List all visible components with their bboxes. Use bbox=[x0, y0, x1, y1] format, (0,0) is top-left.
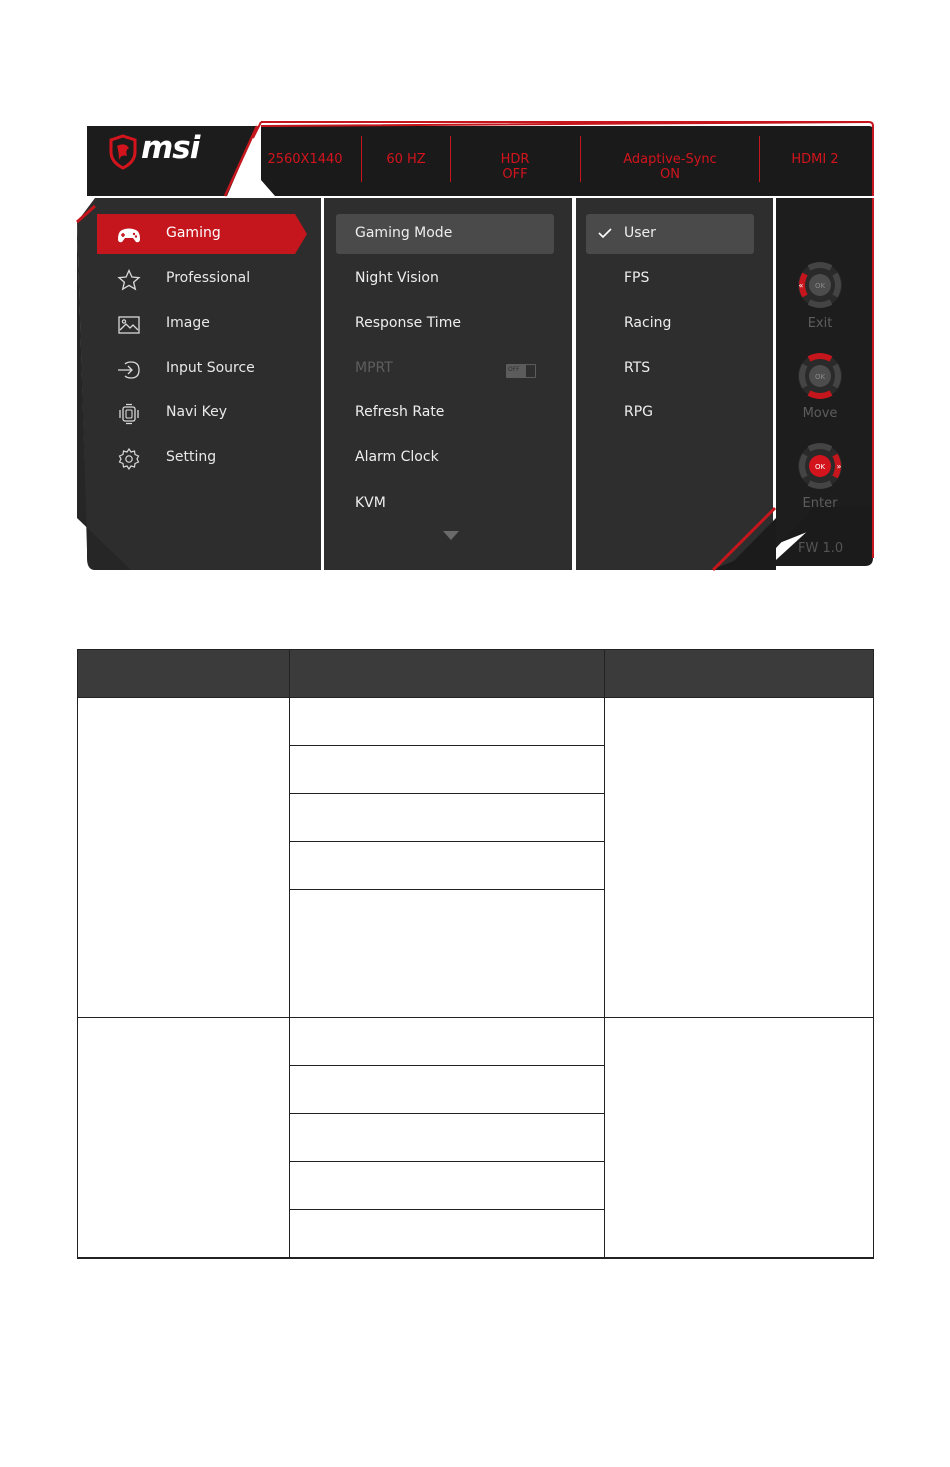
input-status: HDMI 2 bbox=[791, 152, 839, 167]
menu-item-label: Setting bbox=[166, 449, 217, 465]
menu-item-navi-key[interactable] bbox=[97, 393, 307, 433]
submenu-item-label: Response Time bbox=[355, 315, 461, 331]
table-header-row bbox=[77, 649, 874, 697]
option-label: User bbox=[624, 225, 656, 241]
option-user[interactable] bbox=[586, 214, 754, 254]
menu-item-setting[interactable] bbox=[97, 438, 307, 478]
navi-key-icon bbox=[117, 403, 141, 425]
submenu-item-label: MPRT bbox=[355, 360, 393, 376]
submenu-item-label: Gaming Mode bbox=[355, 225, 453, 241]
refresh-status: 60 HZ bbox=[386, 152, 426, 167]
navi-key-updown-icon bbox=[795, 351, 845, 401]
submenu-item-response-time[interactable] bbox=[336, 304, 554, 344]
svg-text:»: » bbox=[836, 462, 842, 471]
option-label: FPS bbox=[624, 270, 650, 286]
menu-item-label: Professional bbox=[166, 270, 251, 286]
move-label: Move bbox=[802, 406, 838, 421]
option-rpg[interactable] bbox=[586, 393, 754, 433]
option-rts[interactable] bbox=[586, 349, 754, 389]
menu-item-gaming[interactable] bbox=[97, 214, 307, 254]
exit-label: Exit bbox=[807, 316, 833, 331]
osd-menu bbox=[75, 118, 875, 573]
firmware-version: FW 1.0 bbox=[798, 541, 844, 556]
submenu-item-refresh-rate[interactable] bbox=[336, 393, 554, 433]
menu-item-image[interactable] bbox=[97, 304, 307, 344]
submenu-item-mprt bbox=[336, 349, 554, 389]
move-hint bbox=[795, 351, 845, 421]
check-icon bbox=[598, 227, 612, 239]
menu-item-label: Image bbox=[166, 315, 210, 331]
menu-item-label: Input Source bbox=[166, 360, 255, 376]
svg-text:OK: OK bbox=[814, 463, 826, 471]
navi-key-ok-icon bbox=[795, 441, 845, 491]
enter-label: Enter bbox=[802, 496, 838, 511]
option-label: RTS bbox=[624, 360, 651, 376]
option-racing[interactable] bbox=[586, 304, 754, 344]
svg-text:OK: OK bbox=[814, 282, 826, 290]
option-label: Racing bbox=[624, 315, 672, 331]
gamepad-icon bbox=[117, 224, 141, 246]
submenu-item-alarm-clock[interactable] bbox=[336, 438, 554, 478]
menu-item-professional[interactable] bbox=[97, 259, 307, 299]
gear-icon bbox=[117, 448, 141, 470]
menu-item-label: Gaming bbox=[166, 225, 221, 241]
menu-item-input-source[interactable] bbox=[97, 349, 307, 389]
navi-key-left-icon bbox=[795, 260, 845, 310]
mprt-toggle: OFF bbox=[506, 364, 536, 378]
msi-dragon-icon bbox=[107, 134, 139, 170]
adaptive-sync-status: Adaptive-Sync ON bbox=[623, 152, 717, 182]
submenu-item-kvm[interactable] bbox=[336, 484, 554, 524]
svg-text:«: « bbox=[798, 281, 804, 290]
image-icon bbox=[117, 314, 141, 336]
brand-logo: msi bbox=[141, 130, 200, 166]
input-source-icon bbox=[117, 359, 141, 381]
submenu-item-gaming-mode[interactable] bbox=[336, 214, 554, 254]
submenu-item-label: Alarm Clock bbox=[355, 449, 439, 465]
submenu-item-label: Night Vision bbox=[355, 270, 439, 286]
enter-hint bbox=[795, 441, 845, 511]
exit-hint bbox=[795, 260, 845, 331]
option-label: RPG bbox=[624, 404, 654, 420]
menu-item-label: Navi Key bbox=[166, 404, 228, 420]
option-fps[interactable] bbox=[586, 259, 754, 299]
svg-text:OK: OK bbox=[814, 373, 826, 381]
scroll-down-icon[interactable] bbox=[443, 531, 459, 540]
submenu-item-night-vision[interactable] bbox=[336, 259, 554, 299]
resolution-status: 2560X1440 bbox=[267, 152, 343, 167]
star-icon bbox=[117, 269, 141, 291]
hdr-status: HDR OFF bbox=[500, 152, 530, 182]
submenu-item-label: Refresh Rate bbox=[355, 404, 445, 420]
settings-table bbox=[77, 649, 874, 1258]
submenu-item-label: KVM bbox=[355, 495, 386, 511]
